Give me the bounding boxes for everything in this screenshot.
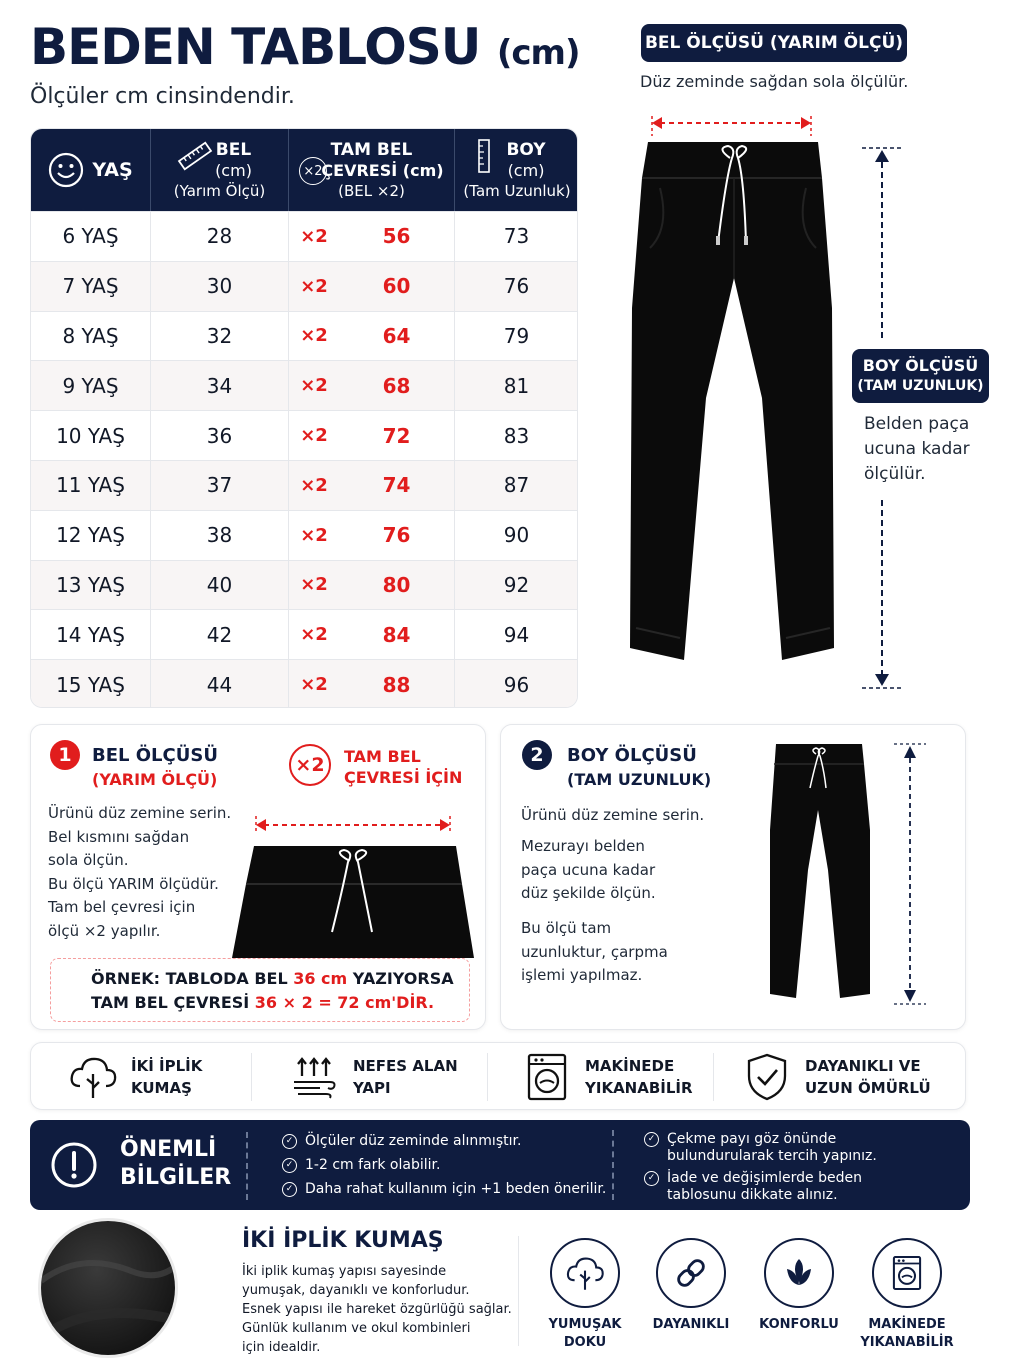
info-bullet: ✓ Ölçüler düz zeminde alınmıştır. [282,1133,521,1150]
cell-waist: 32 [151,312,289,361]
feature-item: İKİ İPLİK KUMAŞ [65,1043,261,1111]
x2-circle-icon: ×2 [299,157,327,185]
air-icon [287,1049,343,1105]
table-row [31,311,578,361]
step-number-2: 2 [522,740,552,770]
cell-full: 74 [339,461,455,510]
cell-age: 12 YAŞ [31,511,151,560]
fabric-title: İKİ İPLİK KUMAŞ [242,1228,444,1253]
fabric-feature-label: DAYANIKLI [652,1317,730,1332]
cell-full: 72 [339,411,455,460]
header-age: YAŞ [31,129,151,211]
cell-length: 96 [455,660,578,708]
cell-full: 76 [339,511,455,560]
cell-waist: 42 [151,610,289,659]
length-guide-title: BOY ÖLÇÜSÜ [567,745,697,766]
cell-age: 15 YAŞ [31,660,151,708]
cell-age: 14 YAŞ [31,610,151,659]
cell-waist: 30 [151,262,289,311]
length-measure-desc: Belden paça ucuna kadar ölçülür. [864,414,970,484]
table-row [31,360,578,410]
header-length: BOY (cm) (Tam Uzunluk) [463,139,571,200]
cell-age: 11 YAŞ [31,461,151,510]
cell-full: 88 [339,660,455,708]
table-header [31,129,578,211]
cell-age: 10 YAŞ [31,411,151,460]
length-pants-illustration [766,740,932,1010]
cell-x2: ×2 [300,375,328,397]
waist-measure-desc: Düz zeminde sağdan sola ölçülür. [640,72,909,91]
washing-machine-icon [872,1238,942,1308]
table-row [31,510,578,560]
feature-item: DAYANIKLI VE UZUN ÖMÜRLÜ [739,1043,935,1111]
feature-item: MAKİNEDE YIKANABİLİR [519,1043,715,1111]
waist-guide-text: Ürünü düz zemine serin. Bel kısmını sağdan sola ölçün. Bu ölçü YARIM ölçüdür. Tam bel çevresi için ölçü ×2 yapılır. [48,804,232,940]
waist-closeup-illustration [230,812,476,958]
check-icon: ✓ [644,1171,659,1186]
cell-length: 81 [455,361,578,410]
cell-waist: 36 [151,411,289,460]
info-bullet: ✓ 1-2 cm fark olabilir. [282,1157,440,1174]
cell-length: 90 [455,511,578,560]
table-row [31,410,578,460]
ruler-icon [177,141,213,171]
tape-icon [477,139,491,173]
table-row [31,211,578,261]
chain-link-icon [656,1238,726,1308]
length-guide-step1: Ürünü düz zemine serin. [521,806,705,824]
check-icon: ✓ [282,1182,297,1197]
table-row [31,560,578,610]
table-row [31,261,578,311]
exclamation-icon [50,1141,98,1189]
info-bullet: ✓ Daha rahat kullanım için +1 beden önerilir. [282,1181,606,1198]
cell-waist: 37 [151,461,289,510]
important-info-bar [30,1120,970,1210]
cell-length: 73 [455,212,578,261]
shield-check-icon [739,1049,795,1105]
fabric-texture-image [38,1218,178,1358]
cell-length: 83 [455,411,578,460]
cell-full: 56 [339,212,455,261]
table-row [31,460,578,510]
cell-full: 80 [339,561,455,610]
waist-guide-title: BEL ÖLÇÜSÜ [92,745,218,766]
cell-full: 68 [339,361,455,410]
table-body [31,211,578,708]
cell-x2: ×2 [300,225,328,247]
cell-x2: ×2 [300,574,328,596]
feature-bar [30,1042,966,1110]
length-guide-step2: Mezurayı belden paça ucuna kadar düz şekilde ölçün. [521,837,656,902]
cell-age: 6 YAŞ [31,212,151,261]
cell-waist: 38 [151,511,289,560]
cloud-icon [65,1049,121,1105]
smiley-icon [48,152,84,188]
x2-label: TAM BEL ÇEVRESİ İÇİN [344,747,463,787]
cell-full: 64 [339,312,455,361]
page-title: BEDEN TABLOSU (cm) [30,18,580,76]
feature-item: NEFES ALAN YAPI [287,1043,483,1111]
leaf-icon [764,1238,834,1308]
info-bullet: ✓ Çekme payı göz önünde bulundurularak tercih yapınız. [644,1131,877,1165]
check-icon: ✓ [282,1134,297,1149]
waist-guide-subtitle: (YARIM ÖLÇÜ) [92,770,218,789]
cell-x2: ×2 [300,674,328,696]
example-box: ÖRNEK: TABLODA BEL 36 cm YAZIYORSA TAM BEL ÇEVRESİ 36 × 2 = 72 cm'DİR. [50,958,470,1022]
length-measure-pill: BOY ÖLÇÜSÜ (TAM UZUNLUK) [852,349,989,403]
pants-hero-illustration [620,108,1000,698]
info-title: ÖNEMLİ BİLGİLER [120,1137,232,1190]
cell-x2: ×2 [300,474,328,496]
cell-x2: ×2 [300,275,328,297]
cell-full: 60 [339,262,455,311]
check-icon: ✓ [644,1132,659,1147]
cell-waist: 40 [151,561,289,610]
cell-age: 9 YAŞ [31,361,151,410]
fabric-feature-label: YUMUŞAK DOKU [548,1317,622,1350]
cell-age: 13 YAŞ [31,561,151,610]
x2-circle-icon: ×2 [289,744,331,786]
washing-machine-icon [519,1049,575,1105]
cell-x2: ×2 [300,325,328,347]
cell-x2: ×2 [300,425,328,447]
cell-waist: 28 [151,212,289,261]
fabric-feature-label: KONFORLU [759,1317,839,1332]
header-full-waist: ×2 TAM BEL ÇEVRESİ (cm) (BEL ×2) [289,129,455,211]
header-waist: BEL (cm) (Yarım Ölçü) [151,129,289,211]
length-guide-step3: Bu ölçü tam uzunluktur, çarpma işlemi yapılmaz. [521,919,668,984]
cloud-icon [550,1238,620,1308]
size-table [30,128,578,708]
cell-x2: ×2 [300,624,328,646]
length-guide-subtitle: (TAM UZUNLUK) [567,770,712,789]
cell-age: 8 YAŞ [31,312,151,361]
cell-full: 84 [339,610,455,659]
table-row [31,659,578,708]
cell-waist: 34 [151,361,289,410]
cell-length: 92 [455,561,578,610]
check-icon: ✓ [282,1158,297,1173]
fabric-feature-label: MAKİNEDE YIKANABİLİR [860,1317,954,1350]
step-number-1: 1 [50,740,80,770]
table-row [31,609,578,659]
cell-length: 87 [455,461,578,510]
cell-length: 94 [455,610,578,659]
cell-waist: 44 [151,660,289,708]
info-bullet: ✓ İade ve değişimlerde beden tablosunu dikkate alınız. [644,1170,862,1204]
cell-x2: ×2 [300,524,328,546]
cell-length: 76 [455,262,578,311]
waist-measure-pill: BEL ÖLÇÜSÜ (YARIM ÖLÇÜ) [641,24,907,62]
cell-age: 7 YAŞ [31,262,151,311]
page-subtitle: Ölçüler cm cinsindendir. [30,84,295,109]
cell-length: 79 [455,312,578,361]
